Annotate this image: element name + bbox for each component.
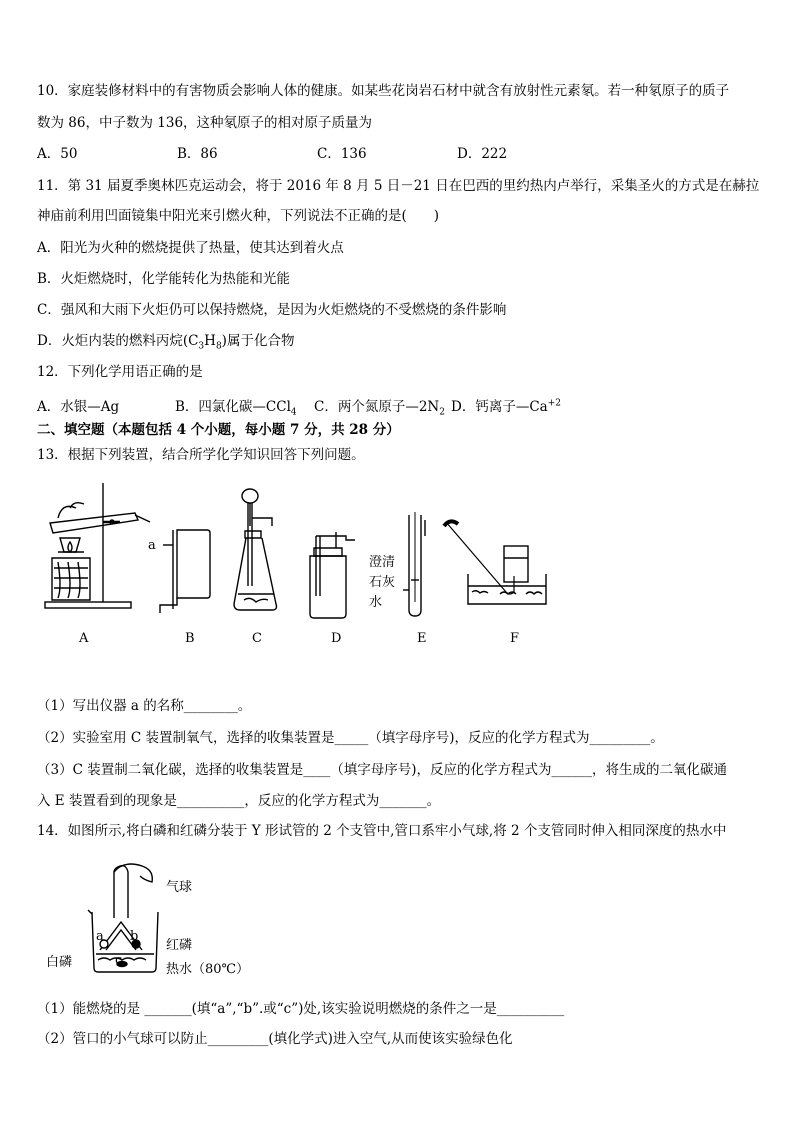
q11-option-c: C．强风和大雨下火炬仍可以保持燃烧，是因为火炬燃烧的不受燃烧的条件影响 (37, 302, 507, 318)
q14-part1: （1）能燃烧的是 _______(填“a”,“b”.或“c”)处,该实验说明燃烧的条件之一是__________ (37, 1001, 565, 1017)
q11-option-d-text: D．火炬内装的燃料丙烷(C (37, 333, 199, 349)
lime-water-label-2: 石灰 (369, 575, 396, 590)
white-phosphorus-label: 白磷 (46, 955, 73, 970)
section-heading: 二、填空题（本题包括 4 个小题，每小题 7 分，共 28 分） (37, 422, 400, 438)
q11-option-d (37, 332, 294, 356)
q10-option-a: A．50 (37, 146, 78, 162)
apparatus-label-b: B (185, 631, 195, 646)
apparatus-label-f: F (510, 631, 520, 646)
q11-sub-8: 8 (215, 341, 222, 352)
q10-option-d: D．222 (457, 146, 508, 162)
mark-c: c (115, 953, 123, 968)
apparatus-e (395, 510, 440, 620)
q12-option-d-text: D．钙离子—Ca (451, 398, 548, 415)
balloon-label: 气球 (166, 880, 193, 895)
q11-line2: 神庙前利用凹面镜集中阳光来引燃火种，下列说法不正确的是( ) (37, 208, 440, 224)
q11-option-b: B．火炬燃烧时，化学能转化为热能和光能 (37, 271, 290, 287)
q13-part3-line1: （3）C 装置制二氧化碳，选择的收集装置是____（填字母序号)，反应的化学方程式为______，将生成的二氧化碳通 (37, 762, 727, 778)
q12-option-c (314, 398, 451, 422)
apparatus-b (155, 525, 215, 615)
q10-option-c: C．136 (317, 146, 367, 162)
apparatus-label-a: A (79, 631, 89, 646)
apparatus-label-d: D (331, 631, 342, 646)
q13-part2: （2）实验室用 C 装置制氧气，选择的收集装置是_____（填字母序号)，反应的化学方程式为_________。 (37, 730, 664, 746)
q11-line1: 11．第 31 届夏季奥林匹克运动会，将于 2016 年 8 月 5 日－21 日在巴西的里约热内卢举行，采集圣火的方式是在赫拉 (37, 178, 760, 194)
q13-part1: （1）写出仪器 a 的名称________。 (37, 698, 252, 714)
q12-option-b-text: B．四氯化碳—CCl (175, 398, 291, 415)
q12-option-a: A．水银—Ag (37, 398, 120, 415)
q11-option-d-end: )属于化合物 (221, 333, 295, 349)
q12-option-b-sub: 4 (290, 407, 297, 418)
red-phosphorus-label: 红磷 (166, 938, 193, 953)
q11-option-a: A．阳光为火种的燃烧提供了热量，使其达到着火点 (37, 240, 344, 256)
q12-option-d (451, 399, 561, 415)
lime-water-label-3: 水 (369, 595, 383, 610)
q12-line1: 12．下列化学用语正确的是 (37, 364, 203, 380)
mark-b: b (130, 929, 139, 944)
q12-option-c-sub: 2 (439, 407, 445, 418)
q14-line1: 14．如图所示,将白磷和红磷分装于 Y 形试管的 2 个支管中,管口系牢小气球,将 2 个支管同时伸入相同深度的热水中 (37, 823, 727, 839)
lime-water-label-1: 澄清 (369, 555, 396, 570)
instrument-a-label: a (148, 538, 156, 553)
apparatus-label-e: E (417, 631, 427, 646)
apparatus-a (40, 478, 155, 613)
q12-option-d-sup: +2 (547, 398, 561, 408)
q14-part2: （2）管口的小气球可以防止_________(填化学式)进入空气,从而使该实验绿色化 (37, 1031, 513, 1047)
q12-options (37, 394, 561, 421)
hot-water-label: 热水（80℃） (166, 962, 250, 977)
q10-option-b: B．86 (177, 146, 218, 162)
q12-option-c-text: C．两个氮原子—2N (314, 398, 440, 415)
q10-line2: 数为 86，中子数为 136，这种氡原子的相对原子质量为 (37, 115, 373, 131)
mark-a: a (96, 929, 104, 944)
q12-option-b (175, 398, 314, 422)
q11-option-d-h: H (204, 333, 216, 349)
q10-options (37, 145, 507, 163)
q10-line1: 10．家庭装修材料中的有害物质会影响人体的健康。如某些花岗岩石材中就含有放射性元素氡。若一种氡原子的质子 (37, 83, 730, 99)
q13-part3-line2: 入 E 装置看到的现象是__________，反应的化学方程式为_______。 (37, 793, 441, 809)
apparatus-c (228, 486, 298, 616)
q13-line1: 13．根据下列装置，结合所学化学知识回答下列问题。 (37, 447, 365, 463)
apparatus-f (440, 516, 550, 611)
apparatus-d (300, 528, 360, 623)
y-tube-figure (84, 858, 174, 978)
q11-sub-3: 3 (198, 341, 205, 352)
apparatus-label-c: C (252, 631, 262, 646)
